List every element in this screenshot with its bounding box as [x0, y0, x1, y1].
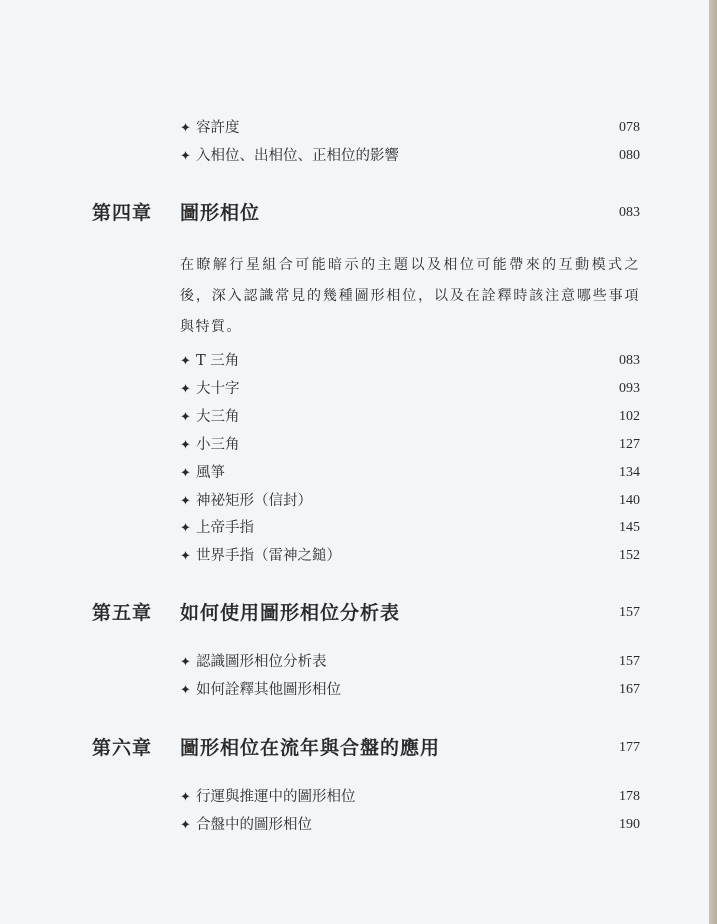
bullet-icon: ✦: [180, 521, 191, 536]
entry-label: 如何詮釋其他圖形相位: [196, 682, 341, 698]
bullet-icon: ✦: [180, 438, 191, 453]
toc-entry: [180, 815, 640, 835]
toc-entry: [180, 652, 640, 672]
entry-label: 風箏: [196, 465, 225, 481]
bullet-icon: ✦: [180, 121, 191, 136]
toc-entry: [180, 407, 640, 427]
toc-entry: [180, 146, 640, 166]
entry-label: 入相位、出相位、正相位的影響: [196, 148, 399, 164]
toc-entry: [180, 787, 640, 807]
chapter-page: 157: [619, 605, 640, 620]
entry-label: T 三角: [196, 353, 240, 369]
entry-page: 134: [619, 465, 640, 480]
chapter-page: 083: [619, 205, 640, 220]
bullet-icon: ✦: [180, 790, 191, 805]
chapter-label: 第五章: [92, 602, 153, 624]
toc-entry: [180, 518, 640, 538]
entry-page: 078: [619, 120, 640, 135]
entry-label: 上帝手指: [196, 520, 254, 536]
chapter-description: 在瞭解行星組合可能暗示的主題以及相位可能帶來的互動模式之後，深入認識常見的幾種圖形相位，以及在詮釋時該注意哪些事項與特質。: [180, 257, 640, 335]
entry-label: 小三角: [196, 437, 240, 453]
entry-label: 合盤中的圖形相位: [196, 817, 312, 833]
chapter-page: 177: [619, 740, 640, 755]
bullet-icon: ✦: [180, 149, 191, 164]
entry-page: 152: [619, 548, 640, 563]
chapter-title: 如何使用圖形相位分析表: [180, 602, 401, 624]
entry-page: 167: [619, 682, 640, 697]
chapter-label: 第四章: [92, 202, 153, 224]
toc-entry: [180, 435, 640, 455]
entry-page: 080: [619, 148, 640, 163]
entry-page: 190: [619, 817, 640, 832]
bullet-icon: ✦: [180, 466, 191, 481]
toc-entry: [180, 491, 640, 511]
entry-label: 神祕矩形（信封）: [196, 493, 312, 509]
entry-label: 世界手指（雷神之鎚）: [196, 548, 341, 564]
bullet-icon: ✦: [180, 683, 191, 698]
chapter-title: 圖形相位在流年與合盤的應用: [180, 737, 441, 759]
page-edge: [709, 0, 717, 924]
bullet-icon: ✦: [180, 410, 191, 425]
bullet-icon: ✦: [180, 549, 191, 564]
entry-label: 大十字: [196, 381, 240, 397]
toc-entry: [180, 379, 640, 399]
chapter-heading-5: [92, 598, 640, 628]
entry-page: 157: [619, 654, 640, 669]
bullet-icon: ✦: [180, 818, 191, 833]
entry-page: 102: [619, 409, 640, 424]
chapter-heading-4: [92, 198, 640, 228]
bullet-icon: ✦: [180, 354, 191, 369]
toc-entry: [180, 463, 640, 483]
toc-entry: [180, 680, 640, 700]
entry-page: 083: [619, 353, 640, 368]
bullet-icon: ✦: [180, 494, 191, 509]
entry-page: 093: [619, 381, 640, 396]
entry-label: 大三角: [196, 409, 240, 425]
entry-page: 145: [619, 520, 640, 535]
entry-label: 容許度: [196, 120, 240, 136]
chapter-title: 圖形相位: [180, 202, 261, 224]
toc-entry: [180, 351, 640, 371]
entry-page: 140: [619, 493, 640, 508]
bullet-icon: ✦: [180, 382, 191, 397]
entry-label: 認識圖形相位分析表: [196, 654, 327, 670]
toc-entry: [180, 118, 640, 138]
chapter-label: 第六章: [92, 737, 153, 759]
bullet-icon: ✦: [180, 655, 191, 670]
entry-label: 行運與推運中的圖形相位: [196, 789, 356, 805]
toc-entry: [180, 546, 640, 566]
entry-page: 127: [619, 437, 640, 452]
chapter-heading-6: [92, 733, 640, 763]
entry-page: 178: [619, 789, 640, 804]
